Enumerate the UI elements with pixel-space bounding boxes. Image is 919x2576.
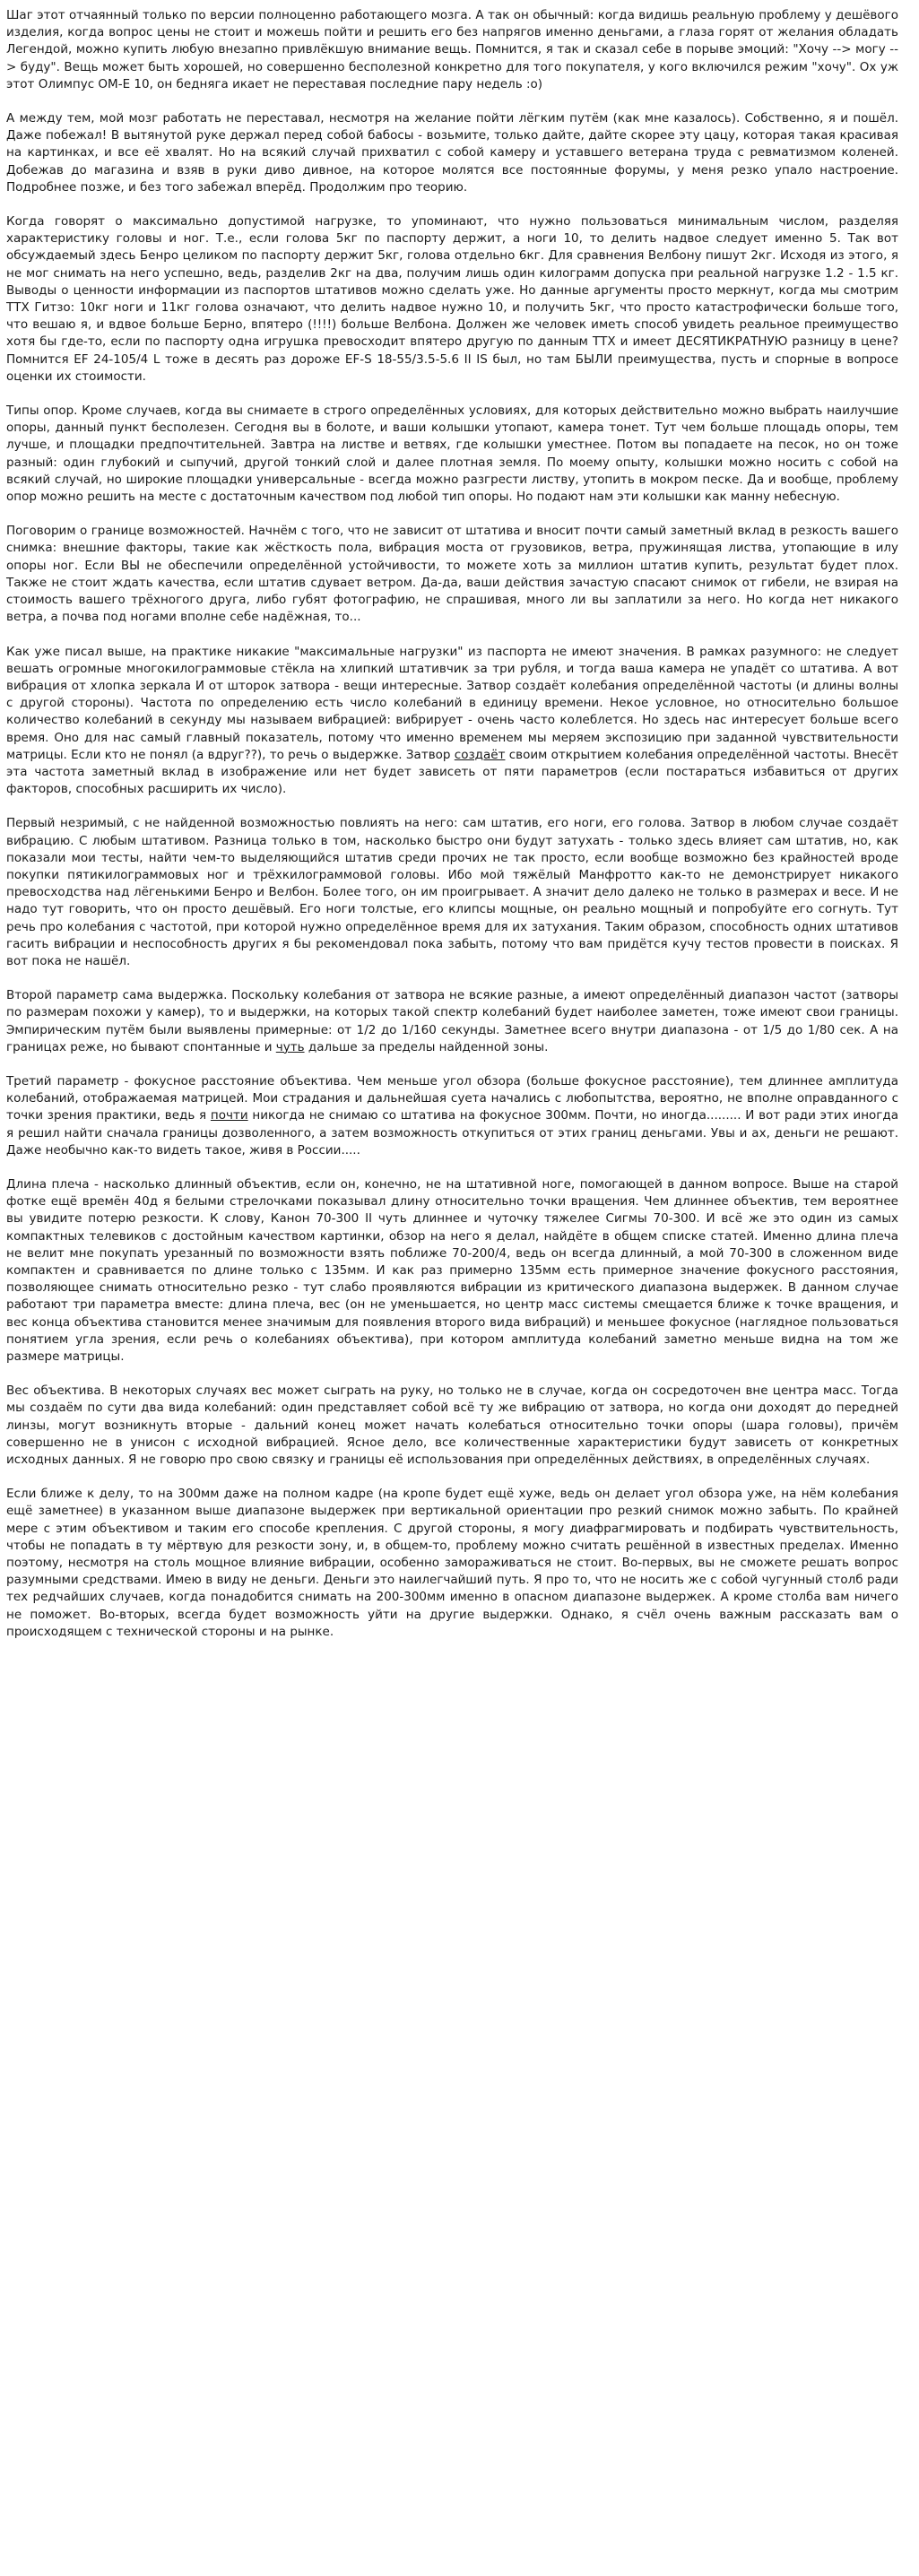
underlined-word: почти (210, 1108, 248, 1123)
paragraph-limits: Поговорим о границе возможностей. Начнём с того, что не зависит от штатива и вносит почти самый заметный вклад в резкость вашего снимка: внешние факторы, такие как жёсткость пола, вибрация моста от грузовиков, ветра, пружинящая листва, утопающие в илу опоры ног. Если ВЫ не обеспечили определённой устойчивости, то можете хоть за миллион штатив купить, результат будет плох. Также не стоит ждать качества, если штатив сдувает ветром. Да-да, ваши действия зачастую спасают снимок от гибели, не взирая на стоимость вашего трёхногого друга, либо губят фотографию, не спрашивая, много ли вы заплатили за него. Но когда нет никакого ветра, а почва под ногами вполне себе надёжная, то... (6, 524, 898, 625)
underlined-word: создаёт (454, 747, 506, 762)
paragraph-intro: Шаг этот отчаянный только по версии полноценно работающего мозга. А так он обычный: когда видишь реальную проблему у дешёвого изделия, когда вопрос цены не стоит и можешь пойти и решить его без напрягов именно деньгами, а глаза горят от желания обладать Легендой, можно купить любую внезапно привлёкшую внимание вещь. Помнится, я так и сказал себе в порыве эмоций: "Хочу --> могу --> буду". Вещь может быть хорошей, но совершенно бесполезной конкретно для того покупателя, у кого включился режим "хочу". Ох уж этот Олимпус ОМ-Е 10, он бедняга икает не переставая последние пару недель :o) (6, 8, 898, 91)
paragraph-text: Третий параметр - фокусное расстояние объектива. Чем меньше угол обзора (больше фокусное расстояние), тем длиннее амплитуда колебаний, отображаемая матрицей. Мои страдания и дальнейшая суета начались с любопытства, вероятно, не вполне оправданного с точки зрения практики, ведь я (6, 1073, 898, 1123)
paragraph-foot-types: Типы опор. Кроме случаев, когда вы снимаете в строго определённых условиях, для которых действительно можно выбрать наилучшие опоры, данный пункт бесполезен. Сегодня вы в болоте, и ваши колышки утопают, камера тонет. Тут чем больше площадь опоры, тем лучше, и площадки предпочтительней. Завтра на листве и ветвях, где колышки уместнее. Потом вы попадаете на песок, но он тоже разный: один глубокий и сыпучий, другой тонкий слой и далее плотная земля. По моему опыту, колышки можно носить с собой на всякий случай, но широкие площадки универсальные - всегда можно разгрести листву, утопить в мокром песке. Да и вообще, проблему опор можно решить на месте с достаточным качеством под любой тип опоры. Но подают нам эти колышки как манну небесную. (6, 403, 898, 505)
paragraph-lever-length: Длина плеча - насколько длинный объектив, если он, конечно, не на штативной ноге, помогающей в данном вопросе. Выше на старой фотке ещё времён 40д я белыми стрелочками показывал длину относительно точки вращения. Чем длиннее объектив, тем вероятнее вы увидите потерю резкости. К слову, Канон 70-300 II чуть длиннее и чуточку тяжелее Сигмы 70-300. И всё же это один из самых компактных телевиков с достойным качеством картинки, обзор на него я делал, найдёте в общем списке статей. Именно длина плеча не велит мне покупать урезанный по возможности взять поближе 70-200/4, ведь он всегда длинный, а мой 70-300 в сложенном виде компактен и сравнивается по длине только с 135мм. И как раз примерно 135мм есть примерное значение фокусного расстояния, позволяющее снимать относительно резко - тут слабо проявляются вибрации из критического диапазона выдержек. В данном случае работают три параметра вместе: длина плеча, вес (он не уменьшается, но центр масс системы смещается ближе к точке вращения, и вес конца объектива становится менее значимым для появления второго вида вибраций) и меньшее фокусное (наглядное пользоваться понятием угла зрения, если речь о колебаниях объектива), при котором амплитуда колебаний заметно меньше видна на том же размере матрицы. (6, 1176, 898, 1365)
paragraph-text: своим открытием колебания определённой частоты. Внесёт эта частота заметный вклад в изображение или нет будет зависеть от пяти параметров (если постараться избавиться от других факторов, способных расширить их число). (6, 747, 898, 797)
paragraph-text: Второй параметр сама выдержка. Поскольку колебания от затвора не всякие разные, а имеют определённый диапазон частот (затворы по размерам похожи у камер), то и выдержки, на которых такой спектр колебаний будет наиболее заметен, тоже имеют свои границы. Эмпирическим путём были выявлены примерные: от 1/2 до 1/160 секунды. Заметнее всего внутри диапазона - от 1/5 до 1/80 сек. А на границах реже, но бывают спонтанные и (6, 988, 898, 1054)
paragraph-shutter-vibration (6, 644, 898, 799)
paragraph-text: дальше за пределы найденной зоны. (304, 1039, 549, 1054)
paragraph-text: никогда не снимаю со штатива на фокусное 300мм. Почти, но иногда......... И вот ради этих иногда я решил найти сначала границы дозволенного, а затем возможность откупиться от этих границ деньгами. Увы и ах, деньги не решают. Даже необычно как-то видеть такое, живя в России..... (6, 1108, 898, 1158)
paragraph-lens-weight: Вес объектива. В некоторых случаях вес может сыграть на руку, но только не в случае, когда он сосредоточен вне центра масс. Тогда мы создаём по сути два вида колебаний: один представляет собой всё ту же вибрацию от затвора, но когда они доходят до передней линзы, могут возникнуть вторые - дальний конец может начать колебаться относительно точки опоры (шара головы), причём совершенно не в унисон с исходной вибрацией. Ясное дело, все количественные характеристики будут зависеть от конкретных исходных данных. Я не говорю про свою связку и границы её использования при определённых действиях, в определённых случаях. (6, 1383, 898, 1468)
paragraph-max-load: Когда говорят о максимально допустимой нагрузке, то упоминают, что нужно пользоваться минимальным числом, разделяя характеристику головы и ног. Т.е., если голова 5кг по паспорту держит, а ноги 10, то делить надвое следует именно 5. Так вот обсуждаемый здесь Бенро целиком по паспорту держит 5кг, голова отдельно 6кг. Для сравнения Велбону пишут 2кг. Исходя из этого, я не мог снимать на него успешно, ведь, разделив 2кг на два, получим лишь один килограмм допуска при реальной нагрузке 1.2 - 1.5 кг. Выводы о ценности информации из паспортов штативов можно сделать уже. Но данные аргументы просто меркнут, когда мы смотрим ТТХ Гитзо: 10кг ноги и 11кг голова означают, что делить надвое нужно 10, и получить 5кг, что просто катастрофически больше того, что вешаю я, и вдвое больше Берно, впятеро (!!!!) больше Велбона. Должен же человек иметь способ увидеть реальное преимущество хотя бы где-то, если по паспорту одна игрушка превосходит впятеро другую по данным ТТХ и имеет ДЕСЯТИКРАТНУЮ разницу в цене? Помнится EF 24-105/4 L тоже в десять раз дороже EF-S 18-55/3.5-5.6 II IS был, но там БЫЛИ преимущества, пусть и спорные в вопросе оценки их стоимости. (6, 214, 898, 384)
paragraph-first-parameter: Первый незримый, с не найденной возможностью повлиять на него: сам штатив, его ноги, его голова. Затвор в любом случае создаёт вибрацию. С любым штативом. Разница только в том, насколько быстро они будут затухать - только здесь влияет сам штатив, но, как показали мои тесты, найти чем-то выделяющийся штатив среди прочих не так просто, если вообще возможно без крайностей вроде покупки пятикилограммовых ног и трёхкилограммовой головы. Ибо мой тяжёлый Манфротто как-то не демонстрирует никакого превосходства над лёгенькими Бенро и Велбон. Более того, он им проигрывает. А значит дело далеко не только в размерах и весе. И не надо тут говорить, что он просто дешёвый. Его ноги толстые, его клипсы мощные, он реально мощный и попробуйте его согнуть. Тут речь про колебания с частотой, при которой нужно определённое время для их затухания. Таким образом, способность одних штативов гасить вибрации и неспособность других я бы рекомендовал пока забыть, потому что вам придётся кучу тестов провести в поисках. Я вот пока не нашёл. (6, 816, 898, 968)
paragraph-store-visit: А между тем, мой мозг работать не переставал, несмотря на желание пойти лёгким путём (как мне казалось). Собственно, я и пошёл. Даже побежал! В вытянутой руке держал перед собой бабосы - возьмите, только дайте, дайте скорее эту цацу, которая такая красивая на картинках, и все её хвалят. Но на всякий случай прихватил с собой камеру и уставшего ветерана труда с ревматизмом коленей. Добежав до магазина и взяв в руки диво дивное, на которое молятся все постоянные форумы, у меня резко упало настроение. Подробнее позже, и без того забежал вперёд. Продолжим про теорию. (6, 111, 898, 195)
paragraph-text: Как уже писал выше, на практике никакие "максимальные нагрузки" из паспорта не имеют значения. В рамках разумного: не следует вешать огромные многокилограммовые стёкла на хлипкий штативчик за три рубля, и тогда ваша камера не упадёт со штатива. А вот вибрация от хлопка зеркала И от шторок затвора - вещи интересные. Затвор создаёт колебания определённой частоты (и длины волны с другой стороны). Частота по определению есть число колебаний в единицу времени. Некое условное, но относительно большое количество колебаний в секунду мы называем вибрацией: вибрирует - очень часто колеблется. Но здесь нас интересует больше всего время. Оно для нас самый главный показатель, потому что именно временем мы меряем экспозицию при заданной чувствительности матрицы. Если кто не понял (а вдруг??), то речь о выдержке. Затвор (6, 644, 898, 762)
underlined-word: чуть (275, 1039, 305, 1054)
paragraph-second-parameter (6, 987, 898, 1056)
paragraph-conclusion: Если ближе к делу, то на 300мм даже на полном кадре (на кропе будет ещё хуже, ведь он делает угол обзора уже, на нём колебания ещё заметнее) в указанном выше диапазоне выдержек при вертикальной ориентации про резкий снимок можно забыть. По крайней мере с этим объективом и таким его способе крепления. С другой стороны, я могу диафрагмировать и подбирать чувствительность, чтобы не попадать в ту мёртвую для резкости зону, и, в общем-то, проблему можно считать решённой в известных пределах. Именно поэтому, несмотря на столь мощное влияние вибрации, особенно замораживаться не стоит. Во-первых, вы не сможете решать вопрос разумными средствами. Имею в виду не деньги. Деньги это наилегчайший путь. Я про то, что не носить же с собой чугунный столб ради тех редчайших случаев, когда понадобится снимать на 200-300мм именно в опасном диапазоне выдержек. А кроме столба вам ничего не поможет. Во-вторых, всегда будет возможность уйти на другие выдержки. Однако, я счёл очень важным рассказать вам о происходящем с технической стороны и на рынке. (6, 1487, 898, 1639)
paragraph-third-parameter (6, 1073, 898, 1159)
